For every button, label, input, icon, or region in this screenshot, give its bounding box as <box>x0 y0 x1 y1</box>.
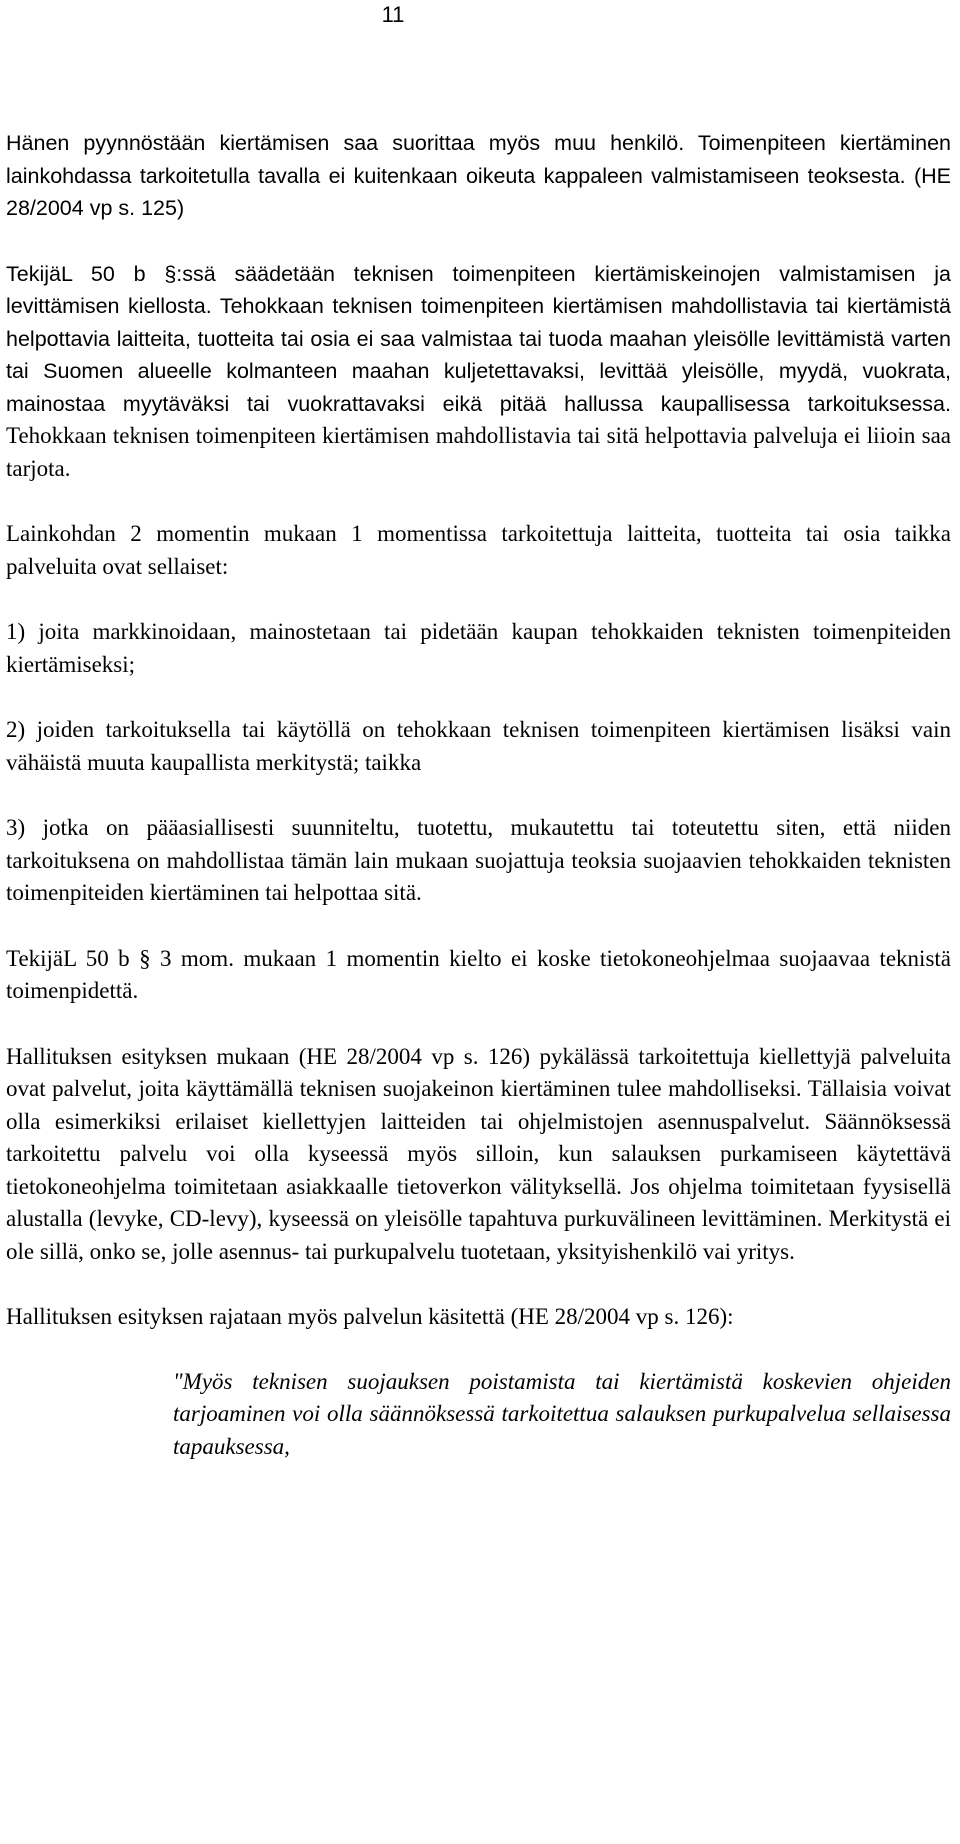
paragraph-3: Lainkohdan 2 momentin mukaan 1 momentissa tarkoitettuja laitteita, tuotteita tai osia taikka palveluita ovat sellaiset: <box>6 521 951 579</box>
block-quote: "Myös teknisen suojauksen poistamista tai kiertämistä koskevien ohjeiden tarjoaminen voi olla säännöksessä tarkoitettua salauksen purkupalvelua sellaisessa tapauksessa, <box>173 1368 951 1459</box>
paragraph-2 <box>6 258 951 486</box>
paragraph-2-serif-part: Tehokkaan teknisen toimenpiteen kiertämisen mahdollistavia tai sitä helpottavia palveluja ei liioin saa tarjota. <box>6 423 951 481</box>
paragraph-1: Hänen pyynnöstään kiertämisen saa suorittaa myös muu henkilö. Toimenpiteen kiertäminen lainkohdassa tarkoitetulla tavalla ei kuitenkaan oikeuta kappaleen valmistamiseen teoksesta. (HE 28/2004 vp s. 125) <box>6 131 951 220</box>
document-body <box>6 127 951 1463</box>
page-number: 11 <box>381 2 405 27</box>
paragraph-2-sans-part: TekijäL 50 b §:ssä säädetään teknisen toimenpiteen kiertämiskeinojen valmistamisen ja levittämisen kiellosta. Tehokkaan teknisen toimenpiteen kiertämisen mahdollistavia tai kiertämistä helpottavia laitteita, tuotteita tai osia ei saa valmistaa tai tuoda maahan yleisölle levittämistä varten tai Suomen alueelle kolmanteen maahan kuljetettavaksi, levittää yleisölle, myydä, vuokrata, mainostaa myytäväksi tai vuokrattavaksi eikä pitää hallussa kaupallisessa tarkoituksessa. <box>6 261 951 416</box>
paragraph-9: Hallituksen esityksen rajataan myös palvelun käsitettä (HE 28/2004 vp s. 126): <box>6 1304 734 1329</box>
paragraph-7: TekijäL 50 b § 3 mom. mukaan 1 momentin kielto ei koske tietokoneohjelmaa suojaavaa teknistä toimenpidettä. <box>6 945 951 1003</box>
paragraph-8: Hallituksen esityksen mukaan (HE 28/2004 vp s. 126) pykälässä tarkoitettuja kiellettyjä palveluita ovat palvelut, joita käyttämällä teknisen suojakeinon kiertäminen tulee mahdolliseksi. Tällaisia voivat olla esimerkiksi erilaiset kiellettyjen laitteiden tai ohjelmistojen asennuspalvelut. Säännöksessä tarkoitettu palvelu voi olla kyseessä myös silloin, kun salauksen purkamiseen käytettävä tietokoneohjelma toimitetaan asiakkaalle tietoverkon välityksellä. Jos ohjelma toimitetaan fyysisellä alustalla (levyke, CD-levy), kyseessä on yleisölle tapahtuva purkuvälineen levittäminen. Merkitystä ei ole sillä, onko se, jolle asennus- tai purkupalvelu tuotetaan, yksityishenkilö vai yritys. <box>6 1043 951 1264</box>
list-item-1: 1) joita markkinoidaan, mainostetaan tai pidetään kaupan tehokkaiden teknisten toimenpiteiden kiertämiseksi; <box>6 619 951 677</box>
list-item-3: 3) jotka on pääasiallisesti suunniteltu, tuotettu, mukautettu tai toteutettu siten, että niiden tarkoituksena on mahdollistaa tämän lain mukaan suojattuja teoksia suojaavien tehokkaiden teknisten toimenpiteiden kiertäminen tai helpottaa sitä. <box>6 815 951 905</box>
list-item-2: 2) joiden tarkoituksella tai käytöllä on tehokkaan teknisen toimenpiteen kiertämisen lisäksi vain vähäistä muuta kaupallista merkitystä; taikka <box>6 717 951 775</box>
